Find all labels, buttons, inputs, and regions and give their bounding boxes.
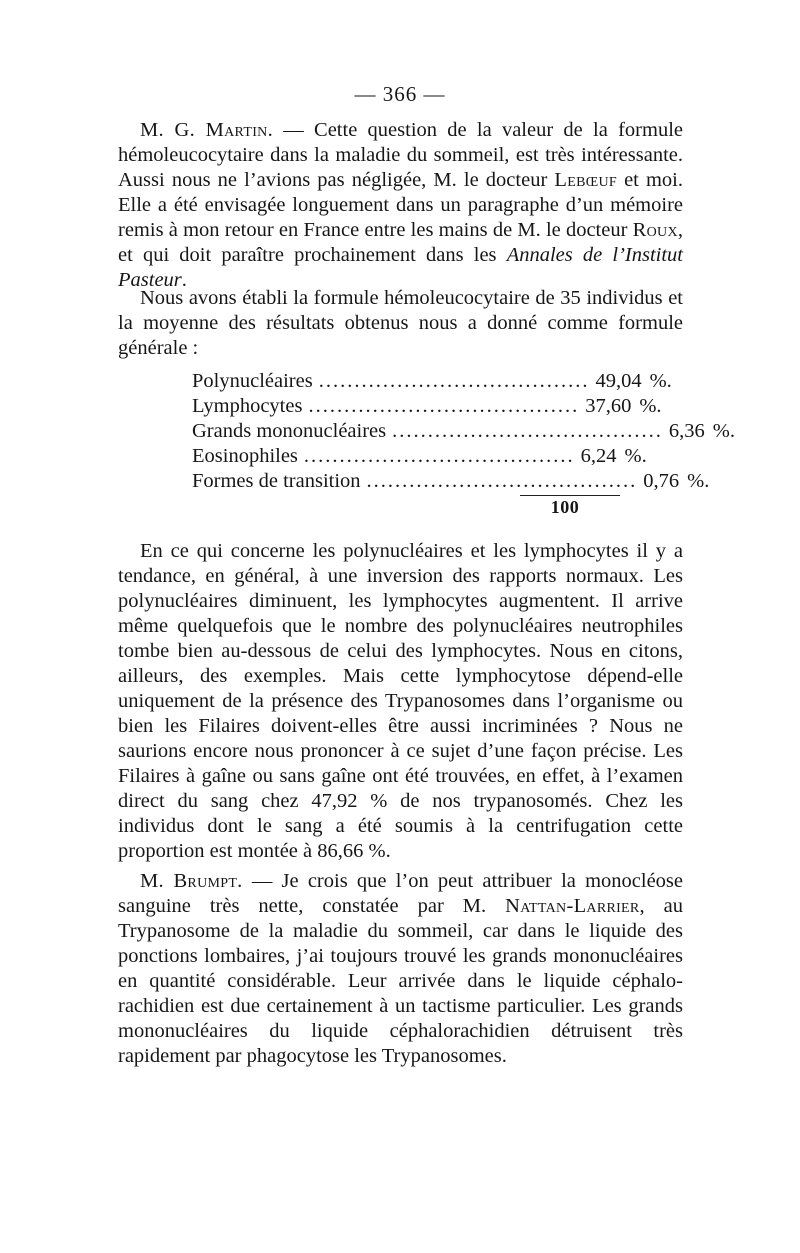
leader-dots: ......................................	[308, 395, 580, 417]
formula-value: 0,76	[643, 470, 680, 492]
paragraph-formula-intro: Nous avons établi la formule hémoleucocytaire de 35 individus et la moyenne des résultats obtenus nous a donné comme formule générale :	[118, 287, 683, 359]
name-leboeuf: Lebœuf	[554, 169, 617, 191]
formula-unit: %.	[649, 370, 672, 392]
journal-title: Annales de l’Institut Pasteur	[118, 244, 683, 291]
formula-value: 49,04	[595, 370, 642, 392]
speaker-brumpt: M. Brumpt.	[140, 870, 243, 892]
name-roux: Roux	[632, 219, 678, 241]
total-rule	[520, 495, 620, 496]
formula-value: 37,60	[585, 395, 632, 417]
paragraph-martin-text-3: , et qui doit paraître prochainement dans les	[118, 219, 683, 266]
leader-dots: ......................................	[303, 445, 575, 467]
formula-value: 6,24	[580, 445, 617, 467]
formula-label: Lymphocytes	[192, 395, 303, 417]
formula-unit: %.	[687, 470, 710, 492]
paragraph-brumpt	[118, 869, 683, 1069]
paragraph-martin-text-1: — Cette question de la valeur de la formule hémoleucocytaire dans la maladie du sommeil, est très intéressante. Aussi nous ne l’avions pas négligée, M. le docteur	[118, 119, 683, 191]
page-number: — 366 —	[354, 82, 446, 106]
paragraph-martin-text-2: et moi. Elle a été envisagée longuement dans un paragraphe d’un mémoire remis à mon retour en France entre les mains de M. le docteur	[118, 169, 683, 241]
formula-row	[192, 419, 735, 444]
speaker-martin: M. G. Martin.	[140, 119, 273, 141]
formula-label: Grands mononucléaires	[192, 420, 387, 442]
paragraph-martin-period: .	[181, 269, 187, 291]
leader-dots: ......................................	[366, 470, 638, 492]
paragraph-brumpt-text-2: , au Trypanosome de la maladie du sommeil, car dans le liquide des ponctions lombaires, j’ai toujours trouvé les grands mononucléaires en quantité considérable. Leur arrivée dans le liquide céphalo-rachidien est due certainement à un tactisme particulier. Les grands mononucléaires du liquide céphalorachidien détruisent très rapidement par phagocytose les Trypanosomes.	[118, 895, 683, 1067]
formula-label: Eosinophiles	[192, 445, 298, 467]
formula-row	[192, 394, 662, 419]
leader-dots: ......................................	[392, 420, 663, 442]
formula-row	[192, 469, 710, 494]
name-nattan-larrier: Nattan-Larrier	[505, 895, 640, 917]
formula-table	[192, 369, 735, 494]
formula-label: Formes de transition	[192, 470, 361, 492]
leader-dots: ......................................	[318, 370, 590, 392]
paragraph-lymphocytose: En ce qui concerne les polynucléaires et les lymphocytes il y a tendance, en général, à une inversion des rapports normaux. Les polynucléaires diminuent, les lymphocytes augmentent. Il arrive même quelquefois que le nombre des polynucléaires neutrophiles tombe bien au-dessous de celui des lymphocytes. Nous en citons, ailleurs, des exemples. Mais cette lymphocytose dépend-elle uniquement de la présence des Trypanosomes dans l’organisme ou bien les Filaires doivent-elles être aussi incriminées ? Nous ne saurions encore nous prononcer à ce sujet d’une façon précise. Les Filaires à gaîne ou sans gaîne ont été trouvées, en effet, à l’examen direct du sang chez 47,92 % de nos trypanosomés. Chez les individus dont le sang a été soumis à la centrifugation cette proportion est montée à 86,66 %.	[118, 540, 683, 862]
formula-row	[192, 369, 672, 394]
formula-unit: %.	[639, 395, 662, 417]
formula-unit: %.	[712, 420, 735, 442]
formula-row	[192, 444, 647, 469]
formula-total: 100	[550, 497, 580, 517]
paragraph-brumpt-text-1: — Je crois que l’on peut attribuer la monocléose sanguine très nette, constatée par M.	[118, 870, 683, 917]
paragraph-martin	[118, 118, 683, 293]
formula-label: Polynucléaires	[192, 370, 313, 392]
formula-value: 6,36	[668, 420, 705, 442]
formula-unit: %.	[624, 445, 647, 467]
